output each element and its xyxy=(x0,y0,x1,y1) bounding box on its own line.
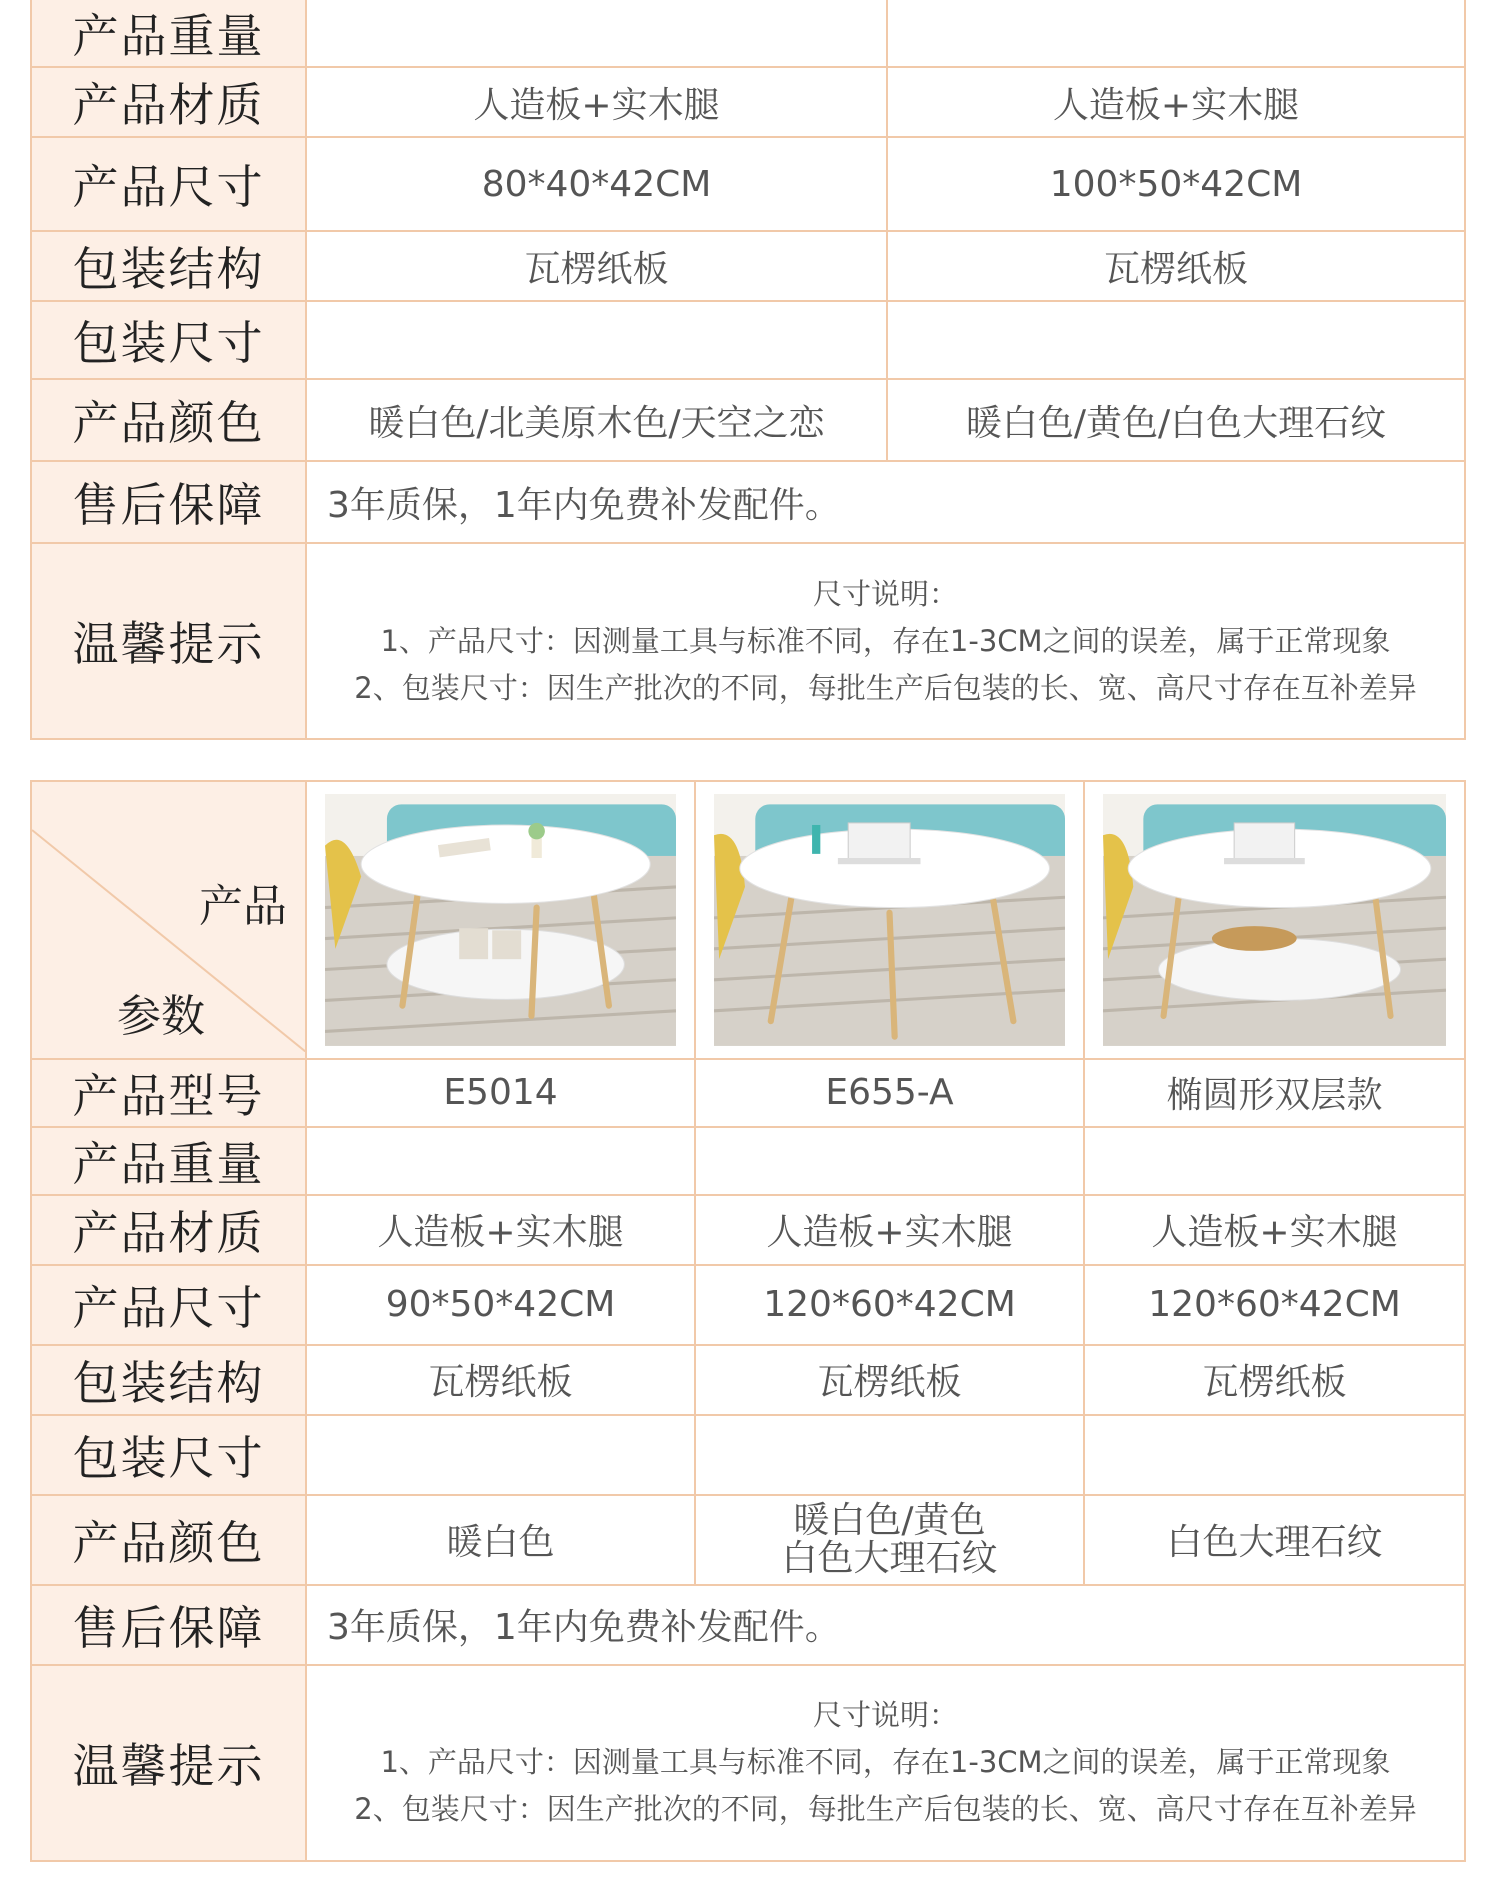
cell-value: 120*60*42CM xyxy=(695,1265,1084,1345)
warranty-text: 3年质保，1年内免费补发配件。 xyxy=(306,1585,1464,1665)
row-label: 产品型号 xyxy=(32,1059,306,1127)
cell-value: 80*40*42CM xyxy=(306,137,887,231)
table-row xyxy=(32,1585,1464,1665)
row-label: 售后保障 xyxy=(32,461,306,543)
cell-value xyxy=(306,0,887,67)
notes-line: 2、包装尺寸：因生产批次的不同，每批生产后包装的长、宽、高尺寸存在互补差异 xyxy=(354,670,1417,705)
cell-value: 人造板+实木腿 xyxy=(306,1195,695,1265)
table-row xyxy=(32,1345,1464,1415)
row-label: 包装尺寸 xyxy=(32,1415,306,1495)
table-row xyxy=(32,1265,1464,1345)
notes-heading: 尺寸说明： xyxy=(812,1698,958,1733)
cell-value: E655-A xyxy=(695,1059,1084,1127)
cell-value: 人造板+实木腿 xyxy=(695,1195,1084,1265)
size-notes xyxy=(306,543,1464,738)
product-image-cell xyxy=(1084,782,1464,1059)
table-row xyxy=(32,1665,1464,1860)
cell-value xyxy=(1084,1415,1464,1495)
cell-value: 瓦楞纸板 xyxy=(306,231,887,301)
cell-value: 120*60*42CM xyxy=(1084,1265,1464,1345)
table-row xyxy=(32,1195,1464,1265)
row-label: 包装尺寸 xyxy=(32,301,306,379)
table-row xyxy=(32,137,1464,231)
table-row xyxy=(32,1495,1464,1585)
table-row xyxy=(32,782,1464,1059)
row-label: 包装结构 xyxy=(32,1345,306,1415)
table-row xyxy=(32,1127,1464,1195)
notes-heading: 尺寸说明： xyxy=(812,576,958,611)
row-label: 产品颜色 xyxy=(32,379,306,461)
cell-value: 人造板+实木腿 xyxy=(306,67,887,137)
cell-value: 90*50*42CM xyxy=(306,1265,695,1345)
oval-two-tier-coffee-table-photo xyxy=(325,794,676,1046)
corner-label-product: 产品 xyxy=(199,881,287,932)
cell-value xyxy=(887,0,1464,67)
table-row xyxy=(32,1415,1464,1495)
row-label: 温馨提示 xyxy=(32,1665,306,1860)
cell-value: 暖白色/北美原木色/天空之恋 xyxy=(306,379,887,461)
cell-line: 白色大理石纹 xyxy=(781,1537,998,1579)
cell-value xyxy=(306,1127,695,1195)
oval-table-with-tray-photo xyxy=(1103,794,1446,1046)
row-label: 产品材质 xyxy=(32,67,306,137)
table-row xyxy=(32,231,1464,301)
notes-line: 1、产品尺寸：因测量工具与标准不同，存在1-3CM之间的误差，属于正常现象 xyxy=(380,623,1391,658)
cell-value: 椭圆形双层款 xyxy=(1084,1059,1464,1127)
corner-header xyxy=(32,782,306,1059)
cell-value xyxy=(695,1127,1084,1195)
table-row xyxy=(32,379,1464,461)
product-image-cell xyxy=(306,782,695,1059)
row-label: 产品重量 xyxy=(32,0,306,67)
cell-value xyxy=(306,301,887,379)
spec-table-bottom xyxy=(30,780,1466,1862)
row-label: 温馨提示 xyxy=(32,543,306,738)
cell-line: 暖白色/黄色 xyxy=(793,1499,986,1541)
table-row xyxy=(32,301,1464,379)
cell-value xyxy=(1084,1127,1464,1195)
oval-table-with-laptop-photo xyxy=(714,794,1065,1046)
cell-value: 暖白色 xyxy=(306,1495,695,1585)
row-label: 产品颜色 xyxy=(32,1495,306,1585)
cell-value-multiline xyxy=(695,1495,1084,1585)
cell-value: 人造板+实木腿 xyxy=(887,67,1464,137)
notes-line: 1、产品尺寸：因测量工具与标准不同，存在1-3CM之间的误差，属于正常现象 xyxy=(380,1745,1391,1780)
row-label: 产品尺寸 xyxy=(32,1265,306,1345)
corner-label-params: 参数 xyxy=(117,991,205,1042)
table-row xyxy=(32,0,1464,67)
cell-value: 瓦楞纸板 xyxy=(306,1345,695,1415)
row-label: 售后保障 xyxy=(32,1585,306,1665)
notes-line: 2、包装尺寸：因生产批次的不同，每批生产后包装的长、宽、高尺寸存在互补差异 xyxy=(354,1792,1417,1827)
cell-value: 人造板+实木腿 xyxy=(1084,1195,1464,1265)
size-notes xyxy=(306,1665,1464,1860)
row-label: 包装结构 xyxy=(32,231,306,301)
warranty-text: 3年质保，1年内免费补发配件。 xyxy=(306,461,1464,543)
cell-value: 瓦楞纸板 xyxy=(887,231,1464,301)
cell-value: 100*50*42CM xyxy=(887,137,1464,231)
row-label: 产品尺寸 xyxy=(32,137,306,231)
cell-value xyxy=(887,301,1464,379)
product-image-cell xyxy=(695,782,1084,1059)
cell-value: 瓦楞纸板 xyxy=(695,1345,1084,1415)
table-row xyxy=(32,1059,1464,1127)
cell-value xyxy=(695,1415,1084,1495)
spec-table-top xyxy=(30,0,1466,740)
cell-value: 白色大理石纹 xyxy=(1084,1495,1464,1585)
cell-value xyxy=(306,1415,695,1495)
cell-value: 瓦楞纸板 xyxy=(1084,1345,1464,1415)
table-row xyxy=(32,67,1464,137)
table-row xyxy=(32,543,1464,738)
row-label: 产品材质 xyxy=(32,1195,306,1265)
row-label: 产品重量 xyxy=(32,1127,306,1195)
table-row xyxy=(32,461,1464,543)
cell-value: E5014 xyxy=(306,1059,695,1127)
cell-value: 暖白色/黄色/白色大理石纹 xyxy=(887,379,1464,461)
